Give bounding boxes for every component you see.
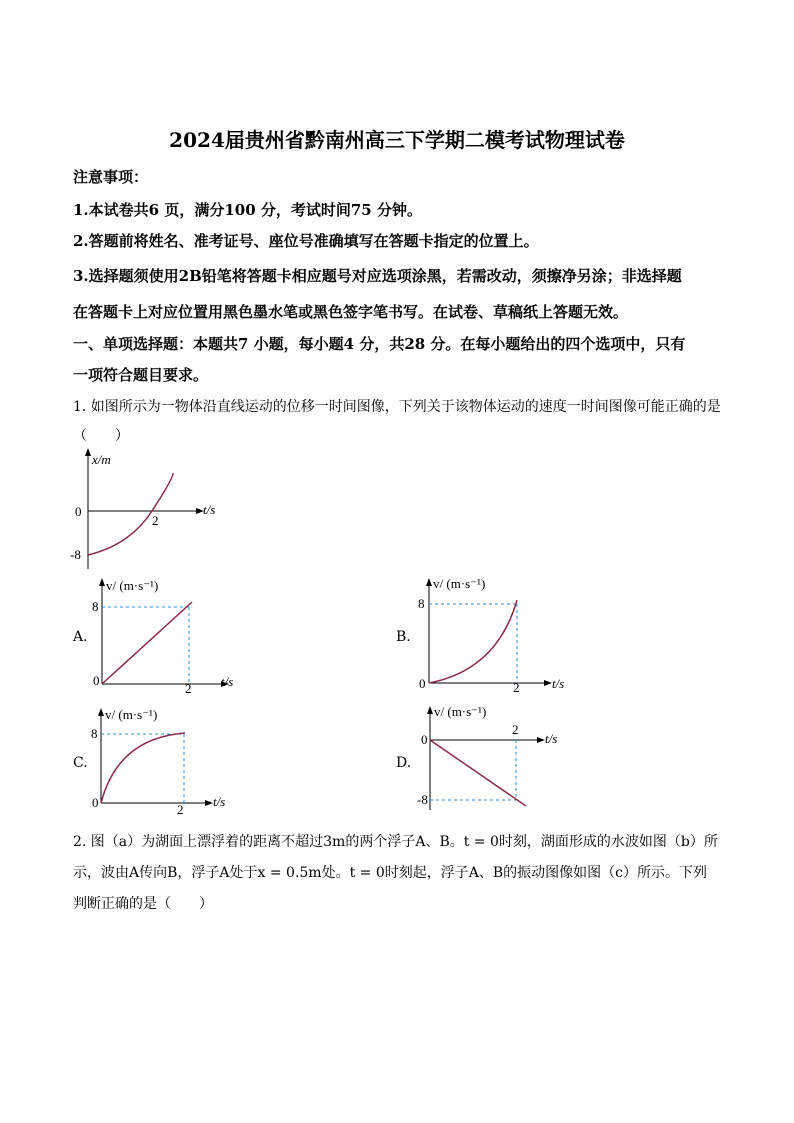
y-axis-arrow <box>427 706 433 714</box>
question-2-line3: 判断正确的是（ ） <box>73 896 213 912</box>
v-t-curve <box>429 600 517 683</box>
y-tick-label: -8 <box>417 792 428 807</box>
v-t-curve <box>102 602 192 684</box>
option-d-graph <box>412 700 582 818</box>
question-1-stem: 1. 如图所示为一物体沿直线运动的位移一时间图像，下列关于该物体运动的速度一时间图像可能正确的是 <box>73 399 721 415</box>
question-1-blank: （ ） <box>73 428 129 444</box>
option-a-letter: A. <box>73 629 88 645</box>
y-axis-arrow <box>426 578 432 586</box>
x-tick-label: 2 <box>152 513 159 528</box>
x-axis-label: t/s <box>552 676 565 691</box>
v-t-curve <box>430 740 526 806</box>
x-axis-label: t/s <box>221 674 234 689</box>
x-axis-arrow <box>205 800 213 806</box>
notice-heading: 注意事项： <box>73 168 149 186</box>
option-a-graph <box>88 572 258 697</box>
x-tick-label: 2 <box>513 680 520 695</box>
option-d-letter: D. <box>396 755 412 771</box>
page-title: 2024届贵州省黔南州高三下学期二模考试物理试卷 <box>169 128 625 152</box>
origin-label: 0 <box>421 732 428 747</box>
option-b-graph <box>412 570 582 695</box>
origin-label: 0 <box>419 676 426 691</box>
y-tick-label: 8 <box>91 726 98 741</box>
notice-item-3-line2: 在答题卡上对应位置用黑色墨水笔或黑色签字笔书写。在试卷、草稿纸上答题无效。 <box>73 303 629 321</box>
option-b-letter: B. <box>396 629 411 645</box>
x-axis-label: t/s <box>203 502 216 517</box>
y-tick-label: 8 <box>92 599 99 614</box>
x-tick-label: 2 <box>512 722 519 737</box>
section-heading-line1: 一、单项选择题：本题共7 小题，每小题4 分，共28 分。在每小题给出的四个选项中，只有 <box>73 335 686 353</box>
origin-label: 0 <box>92 795 99 810</box>
x-t-graph <box>55 445 255 575</box>
y-axis-label: v/ (m·s⁻¹) <box>105 707 158 722</box>
y-axis-label: v/ (m·s⁻¹) <box>434 704 487 719</box>
section-heading-line2: 一项符合题目要求。 <box>73 366 209 384</box>
question-2-line1: 2. 图（a）为湖面上漂浮着的距离不超过3m的两个浮子A、B。t = 0时刻，湖面形成的水波如图（b）所 <box>73 834 718 850</box>
x-tick-label: 2 <box>185 681 192 696</box>
y-tick-label: -8 <box>70 547 81 562</box>
x-axis-label: t/s <box>213 794 226 809</box>
option-c-graph <box>88 700 258 818</box>
y-axis-label: v/ (m·s⁻¹) <box>433 576 486 591</box>
origin-label: 0 <box>75 504 82 519</box>
v-t-curve <box>101 733 185 803</box>
x-axis-arrow <box>544 680 552 686</box>
origin-label: 0 <box>93 673 100 688</box>
y-axis-label: v/ (m·s⁻¹) <box>106 578 159 593</box>
x-t-curve <box>88 473 173 555</box>
y-axis-arrow <box>99 578 105 586</box>
x-tick-label: 2 <box>177 802 184 817</box>
notice-item-3-line1: 3.选择题须使用2B铅笔将答题卡相应题号对应选项涂黑，若需改动，须擦净另涂；非选择题 <box>73 267 682 285</box>
option-c-letter: C. <box>73 755 88 771</box>
y-axis-label: x/m <box>92 452 111 467</box>
y-axis-arrow <box>85 448 91 456</box>
y-axis-arrow <box>98 708 104 716</box>
question-2-line2: 示，波由A传向B，浮子A处于x = 0.5m处。t = 0时刻起，浮子A、B的振动图像如图（c）所示。下列 <box>73 865 707 881</box>
y-tick-label: 8 <box>418 596 425 611</box>
x-axis-arrow <box>537 737 545 743</box>
notice-item-2: 2.答题前将姓名、准考证号、座位号准确填写在答题卡指定的位置上。 <box>73 232 539 250</box>
notice-item-1: 1.本试卷共6 页，满分100 分，考试时间75 分钟。 <box>73 201 422 219</box>
x-axis-label: t/s <box>545 731 558 746</box>
